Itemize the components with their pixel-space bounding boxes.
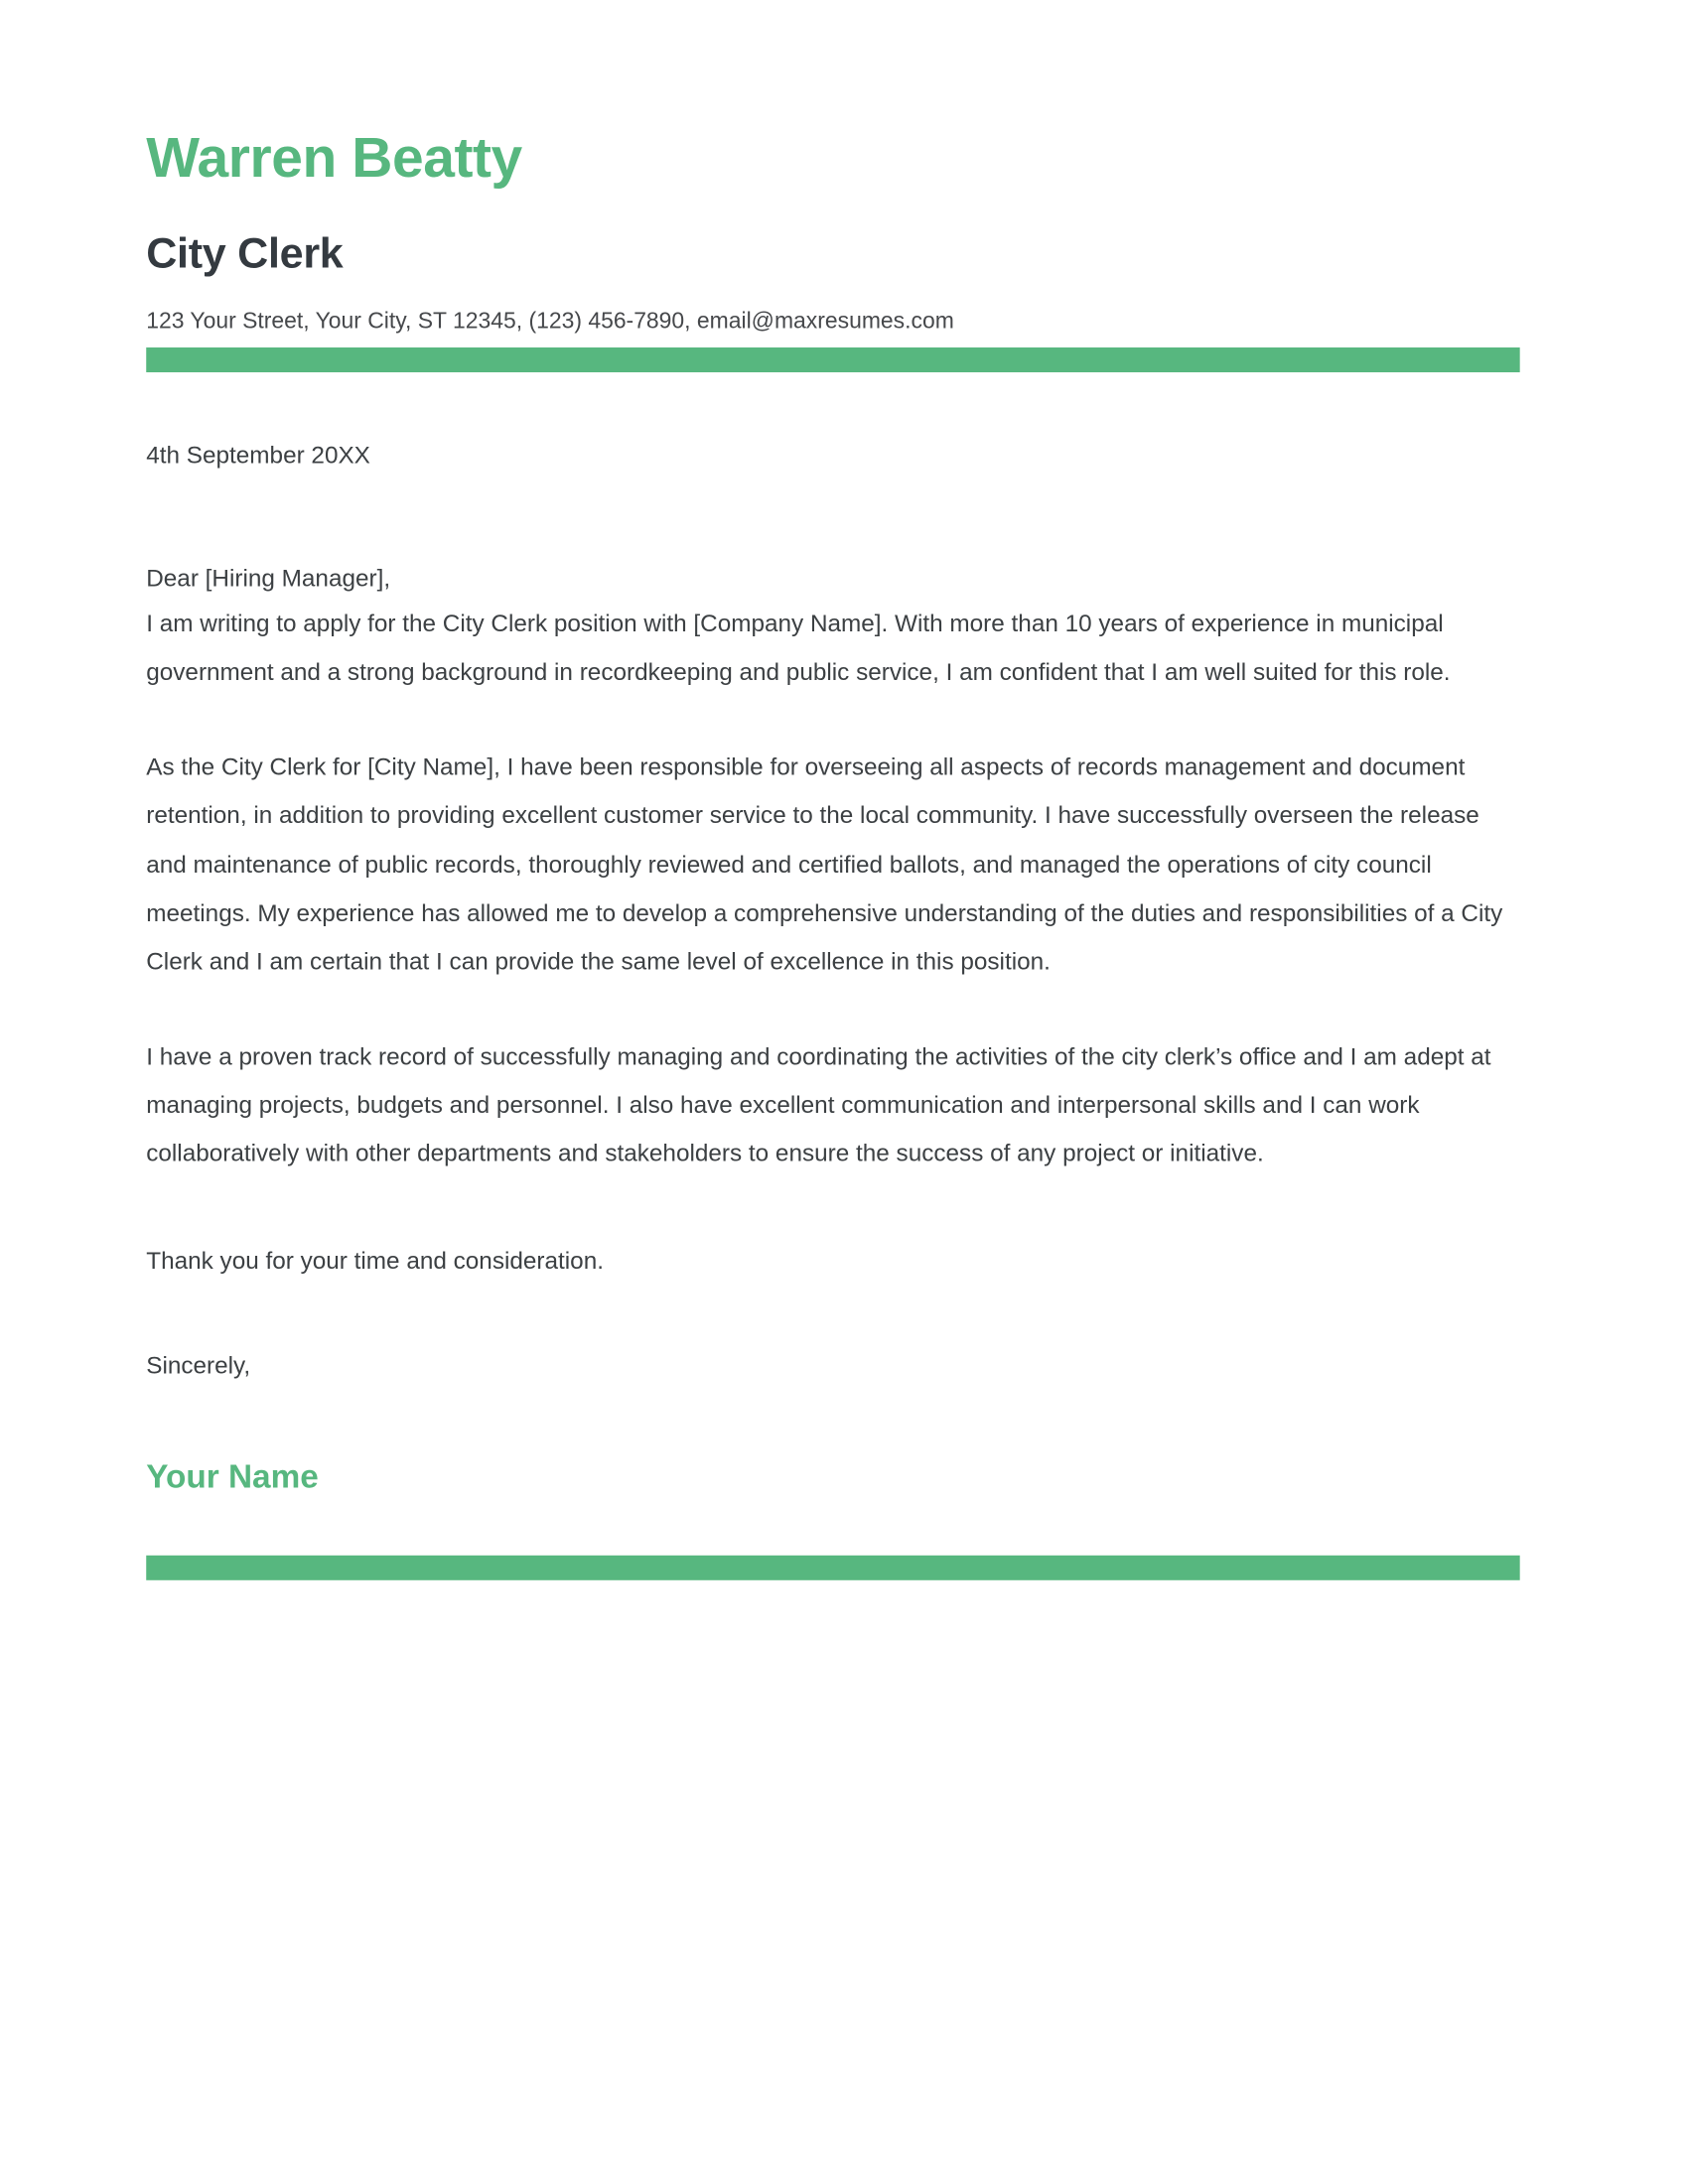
letter-date: 4th September 20XX [146, 440, 370, 469]
signature-name: Your Name [146, 1458, 319, 1497]
contact-info-line: 123 Your Street, Your City, ST 12345, (123) 456-7890, email@maxresumes.com [146, 309, 954, 335]
letter-paragraph-3: I have a proven track record of successfully managing and coordinating the activities of the city clerk’s office and I am adept at managing projects, budgets and personnel. I also have excellent communication and interpersonal skills and I can work collaboratively with other departments and stakeholders to ensure the success of any project or initiative. [146, 1041, 1491, 1167]
footer-accent-bar [146, 1556, 1519, 1580]
header-accent-bar [146, 347, 1519, 372]
letter-paragraph-2: As the City Clerk for [City Name], I have been responsible for overseeing all aspects of records management and document retention, in addition to providing excellent customer service to the local community. I have successfully overseen the release and maintenance of public records, thoroughly reviewed and certified ballots, and managed the operations of city council meetings. My experience has allowed me to develop a comprehensive understanding of the duties and responsibilities of a City Clerk and I am certain that I can provide the same level of excellence in this position. [146, 752, 1503, 976]
letter-sign-off: Sincerely, [146, 1351, 251, 1380]
letter-thanks-line: Thank you for your time and consideration. [146, 1246, 604, 1274]
document-content-column [146, 0, 1519, 1580]
letter-salutation: Dear [Hiring Manager], [146, 564, 391, 593]
letter-paragraph-1: I am writing to apply for the City Clerk position with [Company Name]. With more than 10 years of experience in municipal government and a strong background in recordkeeping and public service, I am confident that I am well suited for this role. [146, 610, 1451, 686]
applicant-job-title: City Clerk [146, 228, 344, 278]
applicant-name: Warren Beatty [146, 125, 522, 190]
